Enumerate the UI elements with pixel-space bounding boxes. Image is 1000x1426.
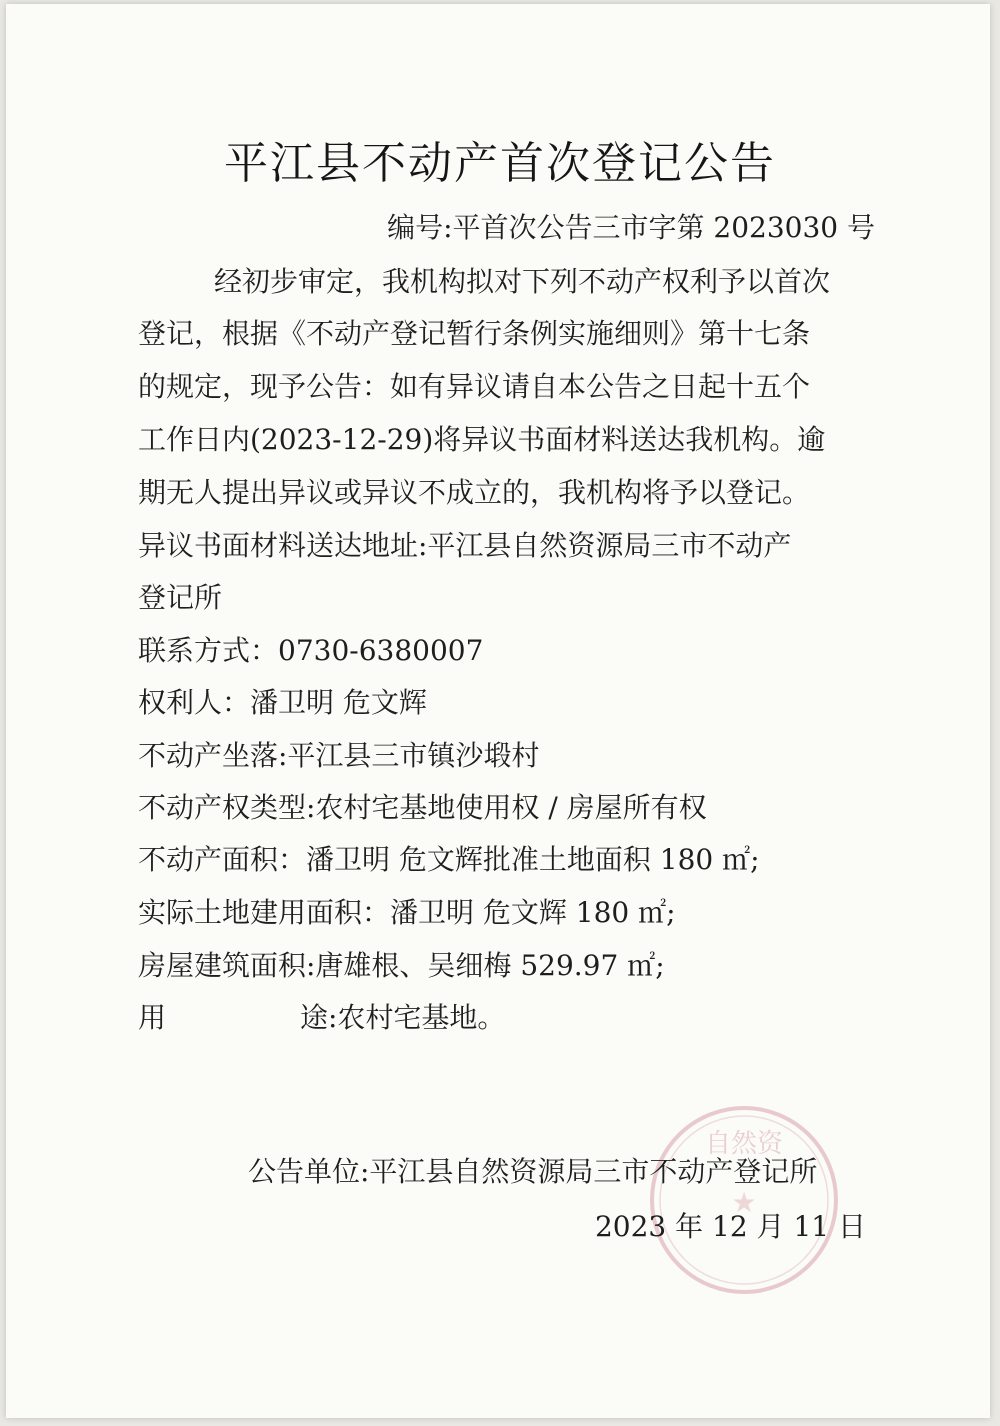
- right-holder: 权利人：潘卫明 危文辉: [138, 686, 427, 719]
- actual-land-area: 实际土地建用面积：潘卫明 危文辉 180 ㎡;: [138, 896, 676, 929]
- usage-label: 用: [138, 1001, 167, 1034]
- body-line-2: 登记，根据《不动产登记暂行条例实施细则》第十七条: [138, 317, 811, 350]
- usage-value: 途:农村宅基地。: [300, 1001, 506, 1034]
- building-area: 房屋建筑面积:唐雄根、吴细梅 529.97 ㎡;: [138, 949, 665, 982]
- body-line-4: 工作日内(2023-12-29)将异议书面材料送达我机构。逾: [138, 423, 826, 456]
- svg-text:自然资: 自然资: [704, 1129, 784, 1159]
- contact-info: 联系方式：0730-6380007: [138, 634, 484, 667]
- issuer: 公告单位:平江县自然资源局三市不动产登记所: [248, 1155, 818, 1188]
- body-line-6: 异议书面材料送达地址:平江县自然资源局三市不动产: [138, 529, 792, 562]
- body-line-5: 期无人提出异议或异议不成立的，我机构将予以登记。: [138, 476, 811, 509]
- body-line-7: 登记所: [138, 581, 223, 614]
- body-line-1: 经初步审定，我机构拟对下列不动产权利予以首次: [214, 265, 831, 298]
- svg-text:★: ★: [731, 1186, 757, 1219]
- issue-date: 2023 年 12 月 11 日: [594, 1210, 866, 1243]
- document-number: 编号:平首次公告三市字第 2023030 号: [387, 211, 875, 244]
- body-line-3: 的规定，现予公告：如有异议请自本公告之日起十五个: [138, 370, 811, 403]
- official-seal-icon: [644, 1100, 844, 1300]
- property-location: 不动产坐落:平江县三市镇沙塅村: [138, 739, 540, 772]
- document-title: 平江县不动产首次登记公告: [224, 138, 776, 189]
- property-right-type: 不动产权类型:农村宅基地使用权 / 房屋所有权: [138, 791, 707, 824]
- property-area: 不动产面积：潘卫明 危文辉批准土地面积 180 ㎡;: [138, 843, 760, 876]
